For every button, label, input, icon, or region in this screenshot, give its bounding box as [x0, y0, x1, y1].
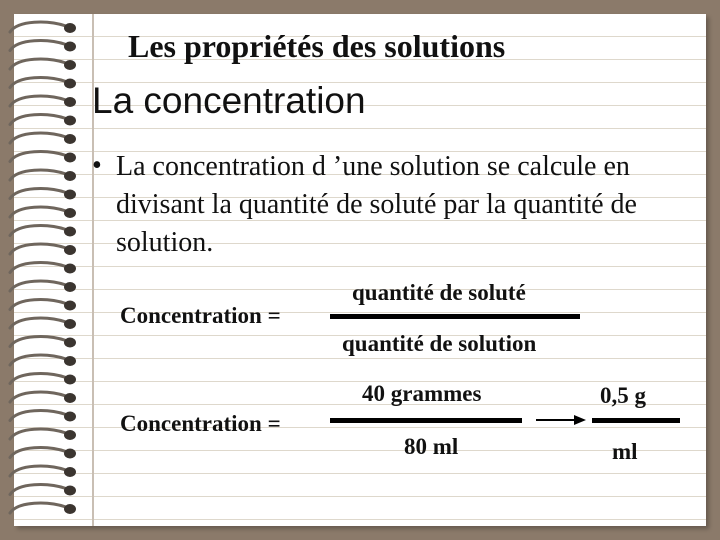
binding-ring — [10, 22, 76, 33]
formula1-label: Concentration = — [120, 303, 281, 328]
binding-ring — [10, 281, 76, 292]
binding-ring — [10, 96, 76, 107]
result-denominator: ml — [612, 439, 638, 464]
binding-ring — [10, 374, 76, 385]
binding-ring — [10, 355, 76, 366]
result-fraction-bar — [592, 418, 680, 423]
bullet-icon: • — [92, 150, 102, 181]
formula2-numerator: 40 grammes — [362, 381, 482, 406]
spiral-binding-icon — [8, 18, 78, 518]
binding-ring — [10, 318, 76, 329]
binding-ring — [10, 337, 76, 348]
formula1-denominator: quantité de solution — [342, 331, 537, 356]
binding-ring — [10, 152, 76, 163]
binding-ring — [10, 226, 76, 237]
binding-ring — [10, 466, 76, 477]
binding-ring — [10, 133, 76, 144]
slide-subtitle: La concentration — [92, 80, 366, 121]
binding-ring — [10, 115, 76, 126]
binding-ring — [10, 300, 76, 311]
binding-ring — [10, 429, 76, 440]
binding-ring — [10, 503, 76, 514]
result-numerator: 0,5 g — [600, 383, 646, 408]
binding-ring — [10, 485, 76, 496]
binding-ring — [10, 78, 76, 89]
binding-ring — [10, 392, 76, 403]
binding-ring — [10, 170, 76, 181]
formula2-label: Concentration = — [120, 411, 281, 436]
formula2-fraction-bar — [330, 418, 522, 423]
binding-ring — [10, 59, 76, 70]
binding-ring — [10, 189, 76, 200]
binding-ring — [10, 244, 76, 255]
bullet-text: La concentration d ’une solution se calcule en divisant la quantité de soluté par la quantité de solution. — [116, 151, 637, 258]
binding-ring — [10, 263, 76, 274]
binding-ring — [10, 411, 76, 422]
binding-ring — [10, 448, 76, 459]
binding-ring — [10, 41, 76, 52]
formula1-fraction-bar — [330, 314, 580, 319]
formula2-denominator: 80 ml — [404, 434, 459, 459]
slide-title: Les propriétés des solutions — [128, 28, 506, 64]
formula1-numerator: quantité de soluté — [352, 280, 526, 305]
binding-ring — [10, 207, 76, 218]
right-arrow-icon — [536, 413, 586, 427]
